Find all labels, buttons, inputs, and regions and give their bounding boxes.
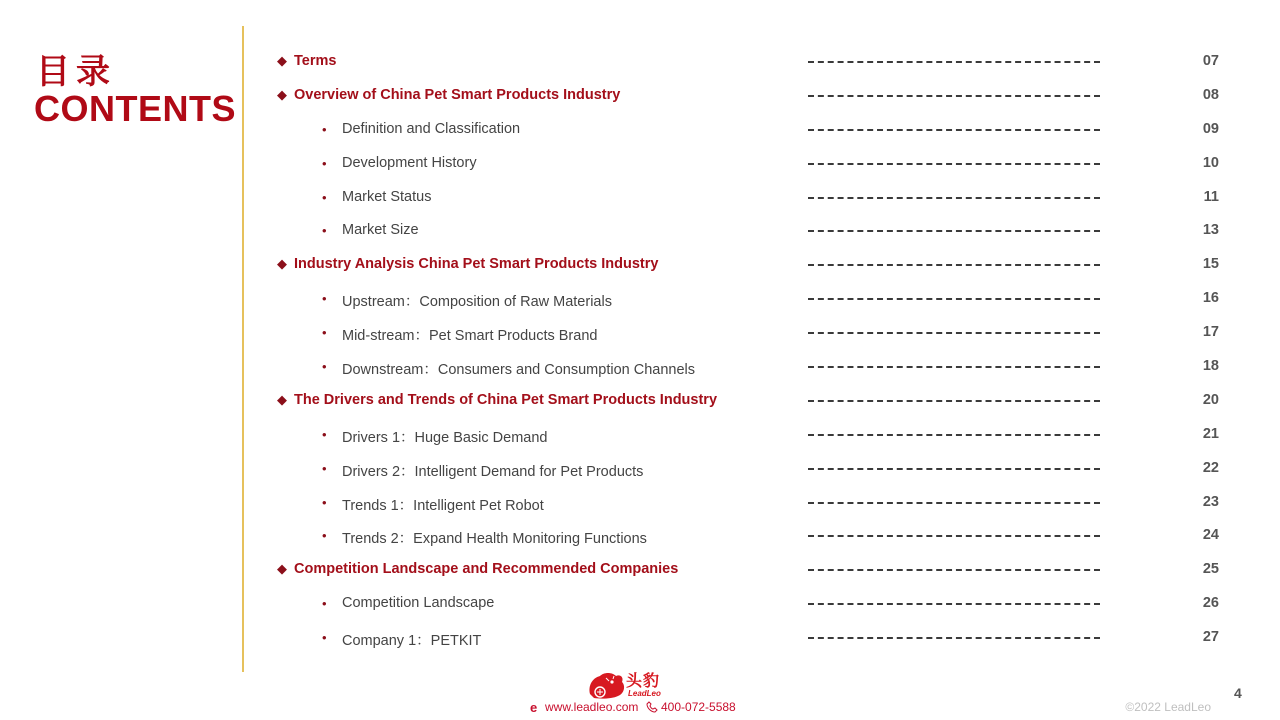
website-link[interactable] — [530, 700, 638, 714]
toc-section-row[interactable] — [0, 44, 1280, 78]
dot-bullet-icon: • — [322, 189, 327, 205]
toc-page-number: 21 — [1202, 425, 1219, 442]
toc-page-number: 08 — [1202, 86, 1219, 103]
dot-bullet-icon: • — [322, 426, 327, 442]
svg-text:e: e — [530, 701, 538, 713]
dot-bullet-icon: • — [322, 460, 327, 476]
dot-bullet-icon: • — [322, 325, 327, 341]
dotted-leader — [808, 535, 1100, 537]
toc-page-number: 15 — [1202, 256, 1219, 273]
toc-page-number: 11 — [1203, 188, 1219, 205]
diamond-bullet-icon: ◆ — [277, 256, 287, 272]
toc-entry-label: Trends 1：Intelligent Pet Robot — [342, 497, 544, 514]
toc-entry-label: Market Status — [342, 188, 432, 205]
dotted-leader — [808, 434, 1100, 436]
toc-entry-label: Downstream：Consumers and Consumption Channels — [342, 362, 695, 379]
brand-name-english: LeadLeo — [628, 689, 661, 698]
phone-icon — [646, 701, 658, 713]
toc-subsection-row[interactable] — [0, 213, 1280, 247]
toc-entry-label: The Drivers and Trends of China Pet Smart Products Industry — [294, 391, 718, 408]
toc-subsection-row[interactable] — [0, 586, 1280, 620]
copyright: ©2022 LeadLeo — [1125, 700, 1211, 714]
diamond-bullet-icon: ◆ — [277, 391, 287, 407]
toc-page-number: 24 — [1202, 527, 1219, 544]
dotted-leader — [808, 61, 1100, 63]
toc-entry-label: Trends 2：Expand Health Monitoring Functions — [342, 531, 647, 548]
dot-bullet-icon: • — [322, 528, 327, 544]
phone-text: 400-072-5588 — [661, 700, 736, 714]
toc-page-number: 22 — [1202, 459, 1219, 476]
dotted-leader — [808, 400, 1100, 402]
toc-subsection-row[interactable] — [0, 315, 1280, 349]
dotted-leader — [808, 298, 1100, 300]
toc-entry-label: Terms — [294, 53, 337, 69]
toc-entry-label: Mid-stream：Pet Smart Products Brand — [342, 328, 598, 345]
dotted-leader — [808, 502, 1100, 504]
dotted-leader — [808, 129, 1100, 131]
toc-page-number: 10 — [1202, 154, 1219, 171]
toc-subsection-row[interactable] — [0, 349, 1280, 383]
toc-page-number: 26 — [1202, 595, 1219, 612]
toc-entry-label: Competition Landscape — [342, 595, 495, 612]
dot-bullet-icon: • — [322, 359, 327, 375]
toc-entry-label: Development History — [342, 154, 477, 171]
toc-subsection-row[interactable] — [0, 146, 1280, 180]
dotted-leader — [808, 230, 1100, 232]
toc-entry-label: Market Size — [342, 222, 419, 239]
toc-entry-label: Competition Landscape and Recommended Companies — [294, 561, 679, 578]
toc-page-number: 17 — [1202, 324, 1219, 341]
dotted-leader — [808, 468, 1100, 470]
toc-page-number: 18 — [1202, 358, 1219, 375]
toc-entry-label: Industry Analysis China Pet Smart Products Industry — [294, 256, 659, 273]
toc-page-number: 13 — [1202, 222, 1219, 239]
web-e-icon — [530, 701, 542, 713]
diamond-bullet-icon: ◆ — [277, 86, 287, 102]
toc-subsection-row[interactable] — [0, 620, 1280, 654]
dotted-leader — [808, 332, 1100, 334]
dotted-leader — [808, 637, 1100, 639]
dot-bullet-icon: • — [322, 291, 327, 307]
toc-page-number: 25 — [1202, 561, 1219, 578]
website-text: www.leadleo.com — [545, 700, 639, 714]
dot-bullet-icon: • — [322, 121, 327, 137]
toc-subsection-row[interactable] — [0, 518, 1280, 552]
toc-subsection-row[interactable] — [0, 180, 1280, 214]
dotted-leader — [808, 163, 1100, 165]
toc-subsection-row[interactable] — [0, 451, 1280, 485]
toc-page-number: 27 — [1202, 629, 1219, 646]
toc-entry-label: Upstream：Composition of Raw Materials — [342, 294, 612, 311]
slide-page-number: 4 — [1234, 685, 1242, 701]
dotted-leader — [808, 264, 1100, 266]
toc-section-row[interactable] — [0, 247, 1280, 281]
toc-subsection-row[interactable] — [0, 112, 1280, 146]
toc-page-number: 23 — [1202, 493, 1219, 510]
toc-section-row[interactable] — [0, 383, 1280, 417]
toc-entry-label: Drivers 2：Intelligent Demand for Pet Products — [342, 463, 644, 480]
toc-subsection-row[interactable] — [0, 485, 1280, 519]
diamond-bullet-icon: ◆ — [277, 561, 287, 577]
dot-bullet-icon: • — [322, 223, 327, 239]
toc-entry-label: Definition and Classification — [342, 120, 521, 137]
table-of-contents — [0, 44, 1280, 654]
toc-section-row[interactable] — [0, 552, 1280, 586]
toc-page-number: 09 — [1202, 120, 1219, 137]
dot-bullet-icon: • — [322, 494, 327, 510]
toc-page-number: 07 — [1202, 53, 1219, 69]
toc-page-number: 20 — [1202, 391, 1219, 408]
dot-bullet-icon: • — [322, 630, 327, 646]
toc-entry-label: Overview of China Pet Smart Products Industry — [294, 86, 621, 103]
toc-entry-label: Company 1：PETKIT — [342, 633, 482, 650]
dot-bullet-icon: • — [322, 155, 327, 171]
dot-bullet-icon: • — [322, 596, 327, 612]
dotted-leader — [808, 197, 1100, 199]
toc-page-number: 16 — [1202, 290, 1219, 307]
toc-subsection-row[interactable] — [0, 281, 1280, 315]
dotted-leader — [808, 366, 1100, 368]
diamond-bullet-icon: ◆ — [277, 53, 287, 68]
toc-subsection-row[interactable] — [0, 417, 1280, 451]
brand-name-chinese: 头豹 — [626, 671, 661, 690]
heading-english: CONTENTS — [34, 88, 236, 129]
phone-number[interactable] — [646, 700, 736, 714]
toc-entry-label: Drivers 1：Huge Basic Demand — [342, 429, 548, 446]
dotted-leader — [808, 95, 1100, 97]
toc-section-row[interactable] — [0, 78, 1280, 112]
heading-chinese: 目录 — [36, 52, 116, 92]
dotted-leader — [808, 569, 1100, 571]
dotted-leader — [808, 603, 1100, 605]
